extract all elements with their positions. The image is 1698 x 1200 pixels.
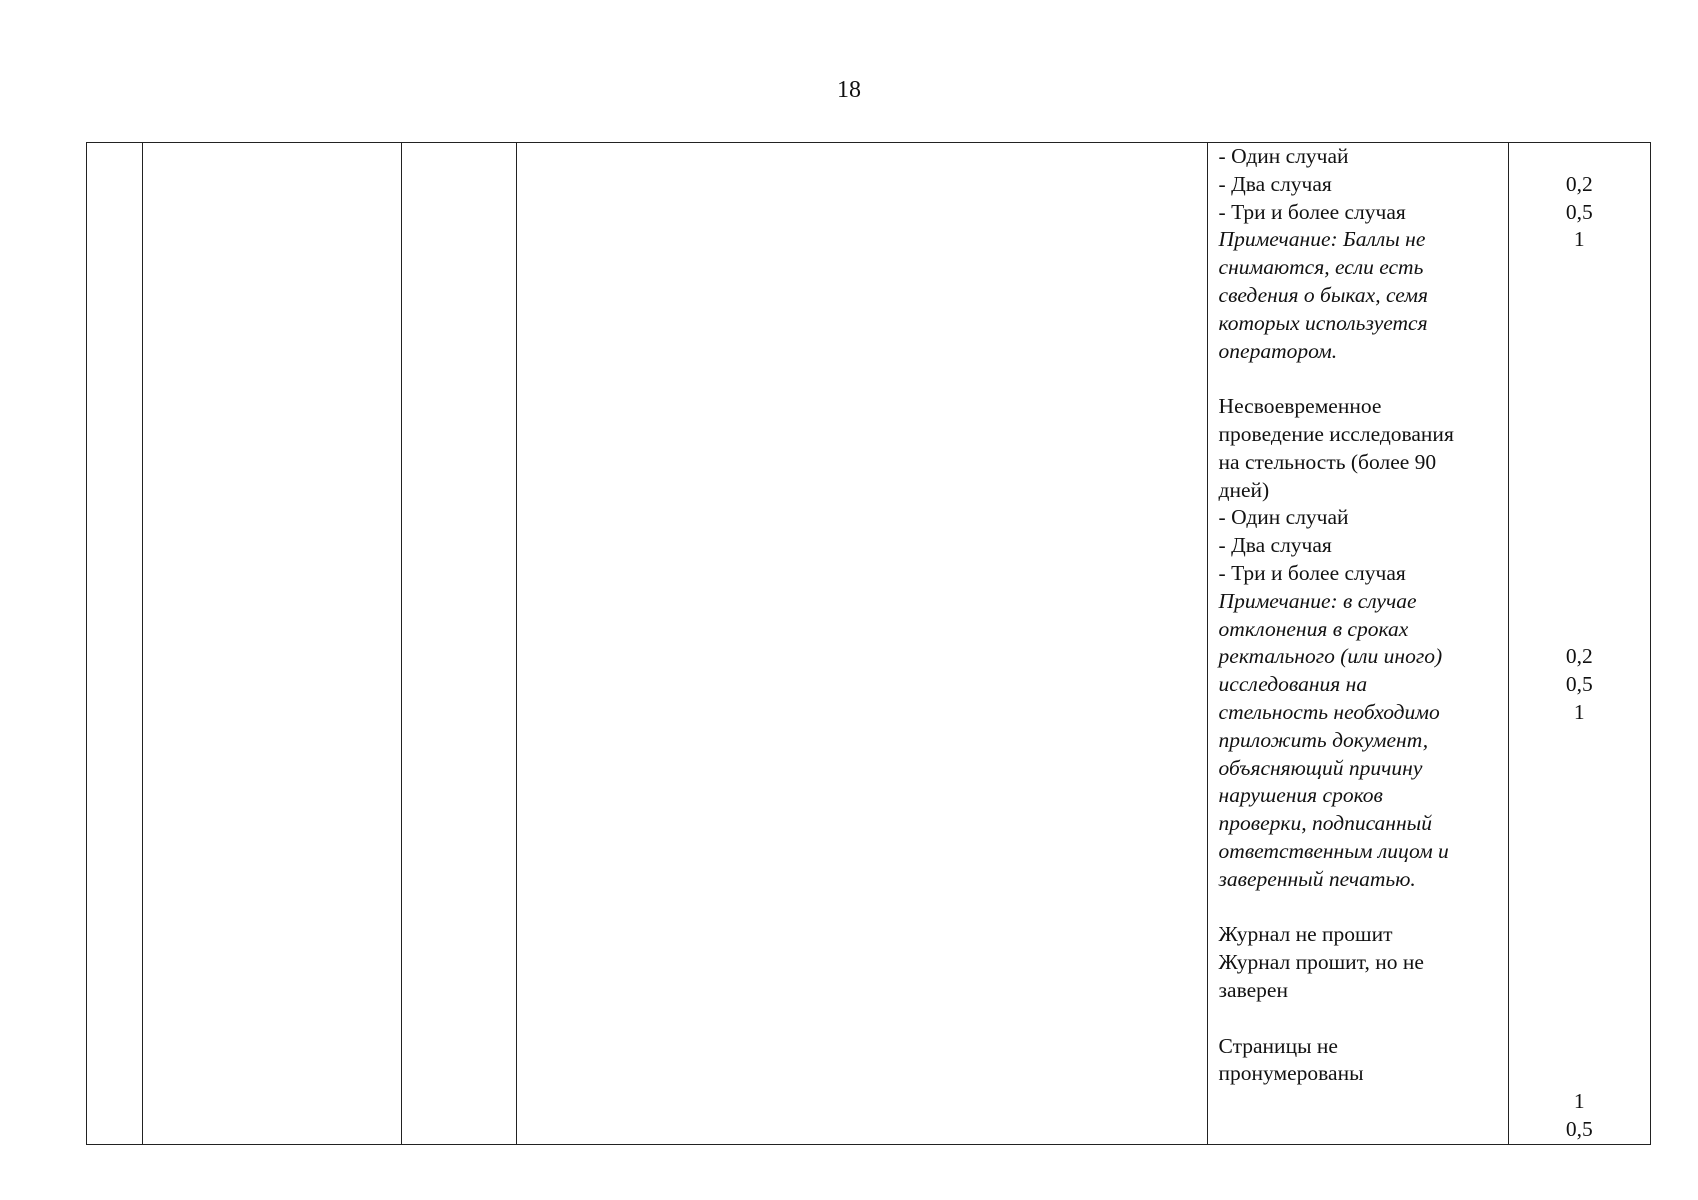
spacer — [1509, 755, 1651, 783]
spacer — [1509, 393, 1651, 421]
criteria-item: Страницы не — [1218, 1033, 1338, 1058]
score-value: 1 — [1573, 1089, 1585, 1114]
page-number: 18 — [837, 77, 861, 103]
criteria-title: Несвоевременное — [1218, 394, 1382, 419]
criteria-note: стельность необходимо — [1218, 699, 1440, 724]
spacer — [1509, 838, 1651, 866]
criteria-note: ректального (или иного) — [1218, 644, 1443, 669]
criteria-item: Журнал прошит, но не — [1218, 950, 1424, 975]
criteria-cell — [1207, 143, 1508, 1145]
spacer — [1509, 1060, 1651, 1088]
criteria-note: приложить документ, — [1218, 727, 1429, 752]
criteria-title: на стельность (более 90 — [1218, 449, 1437, 474]
spacer — [1509, 866, 1651, 894]
score-value: 0,5 — [1565, 1116, 1593, 1141]
score-value: 0,2 — [1565, 644, 1593, 669]
spacer — [1509, 421, 1651, 449]
criteria-item: - Один случай — [1218, 505, 1349, 530]
criteria-note: снимаются, если есть — [1218, 255, 1424, 280]
spacer — [1509, 727, 1651, 755]
spacer — [1219, 1005, 1502, 1033]
spacer — [1509, 477, 1651, 505]
spacer — [1509, 449, 1651, 477]
criteria-table — [86, 142, 1651, 1145]
spacer — [1509, 949, 1651, 977]
spacer — [1509, 532, 1651, 560]
spacer — [1219, 894, 1502, 922]
spacer — [1509, 143, 1651, 171]
spacer — [1509, 616, 1651, 644]
spacer — [1509, 254, 1651, 282]
criteria-item: пронумерованы — [1218, 1061, 1364, 1086]
spacer — [1509, 560, 1651, 588]
criteria-note: отклонения в сроках — [1218, 616, 1409, 641]
criteria-note: объясняющий причину — [1218, 755, 1423, 780]
criteria-note: Примечание: в случае — [1218, 588, 1417, 613]
score-cell — [1508, 143, 1651, 1145]
criteria-item: заверен — [1218, 977, 1288, 1002]
spacer — [1509, 1033, 1651, 1061]
spacer — [1509, 310, 1651, 338]
criteria-note: нарушения сроков — [1218, 783, 1383, 808]
criteria-note: которых используется — [1218, 310, 1428, 335]
number-cell — [87, 143, 143, 1145]
spacer — [1509, 504, 1651, 532]
spacer — [1509, 894, 1651, 922]
criteria-item: - Два случая — [1218, 171, 1332, 196]
criteria-note: ответственным лицом и — [1218, 838, 1449, 863]
description-cell — [517, 143, 1207, 1145]
criteria-note: исследования на — [1218, 672, 1368, 697]
spacer — [1219, 365, 1502, 393]
criteria-note: Примечание: Баллы не — [1218, 227, 1426, 252]
score-value: 1 — [1573, 699, 1585, 724]
criteria-item: Журнал не прошит — [1218, 922, 1393, 947]
unit-cell — [401, 143, 516, 1145]
criteria-note: сведения о быках, семя — [1218, 282, 1428, 307]
criteria-title: дней) — [1218, 477, 1270, 502]
spacer — [1509, 365, 1651, 393]
spacer — [1509, 921, 1651, 949]
spacer — [1509, 977, 1651, 1005]
score-value: 0,5 — [1565, 199, 1593, 224]
criteria-title: проведение исследования — [1218, 421, 1454, 446]
score-value: 0,2 — [1565, 171, 1593, 196]
criteria-item: - Три и более случая — [1218, 560, 1406, 585]
criteria-note: проверки, подписанный — [1218, 811, 1432, 836]
criteria-item: - Три и более случая — [1218, 199, 1406, 224]
indicator-cell — [143, 143, 402, 1145]
criteria-item: - Один случай — [1218, 144, 1349, 168]
score-value: 1 — [1573, 227, 1585, 252]
spacer — [1509, 282, 1651, 310]
spacer — [1509, 338, 1651, 366]
spacer — [1509, 588, 1651, 616]
criteria-item: - Два случая — [1218, 533, 1332, 558]
spacer — [1509, 810, 1651, 838]
score-value: 0,5 — [1565, 672, 1593, 697]
criteria-note: оператором. — [1218, 338, 1338, 363]
spacer — [1509, 1005, 1651, 1033]
table-row — [87, 143, 1651, 1145]
criteria-note: заверенный печатью. — [1218, 866, 1416, 891]
spacer — [1509, 782, 1651, 810]
